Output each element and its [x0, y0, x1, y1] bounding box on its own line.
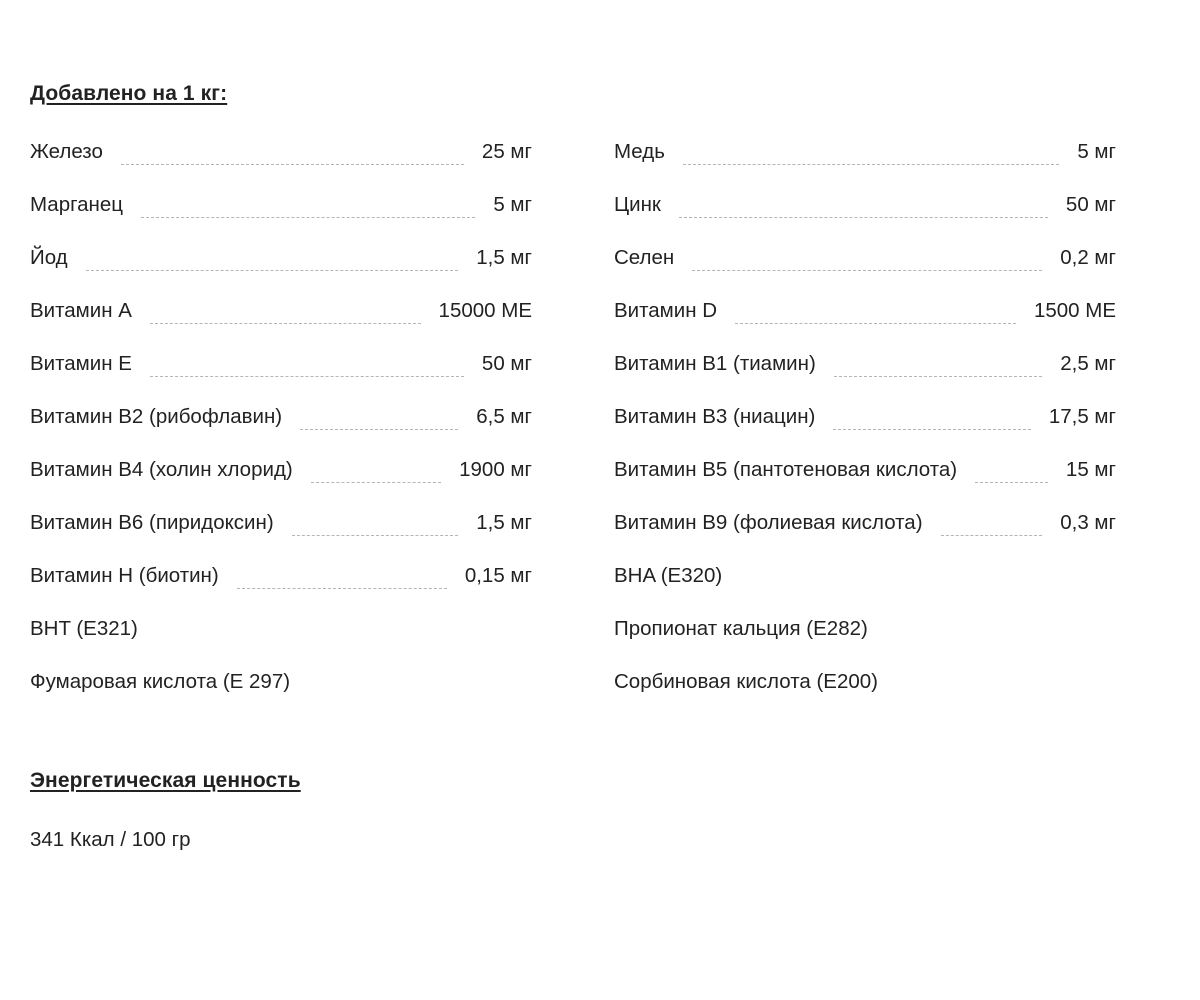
- nutrient-row: [30, 187, 532, 240]
- nutrient-row: [614, 293, 1116, 346]
- nutrient-amount: 5 мг: [493, 193, 532, 216]
- dotted-leader: [292, 535, 459, 536]
- nutrient-amount: 1500 МЕ: [1033, 299, 1116, 322]
- nutrient-name: BHA (E320): [614, 564, 723, 587]
- dotted-leader: [237, 588, 447, 589]
- dotted-leader: [833, 429, 1030, 430]
- nutrient-row: [614, 452, 1116, 505]
- nutrient-row: [30, 399, 532, 452]
- nutrient-name: Витамин D: [614, 299, 718, 322]
- nutrient-row: [30, 346, 532, 399]
- dotted-leader: [150, 376, 464, 377]
- nutrient-row: [30, 664, 532, 717]
- nutrient-name: Цинк: [614, 193, 661, 216]
- nutrient-row: [614, 505, 1116, 558]
- nutrient-amount: 15000 МЕ: [438, 299, 532, 322]
- nutrient-name: Витамин А: [30, 299, 132, 322]
- dotted-leader: [141, 217, 475, 218]
- dotted-leader: [735, 323, 1016, 324]
- nutrient-amount: 50 мг: [1065, 193, 1116, 216]
- nutrient-row: [30, 293, 532, 346]
- nutrient-row: [30, 134, 532, 187]
- nutrient-name: Витамин В5 (пантотеновая кислота): [614, 458, 958, 481]
- nutrient-name: Витамин В6 (пиридоксин): [30, 511, 274, 534]
- dotted-leader: [834, 376, 1042, 377]
- nutrient-row: [614, 346, 1116, 399]
- nutrient-amount: 1,5 мг: [476, 246, 532, 269]
- nutrient-name: Витамин В4 (холин хлорид): [30, 458, 293, 481]
- nutrient-name: Витамин Е: [30, 352, 132, 375]
- nutrient-name: Сорбиновая кислота (Е200): [614, 670, 878, 693]
- nutrient-amount: 6,5 мг: [476, 405, 532, 428]
- dotted-leader: [86, 270, 459, 271]
- nutrient-row: [614, 134, 1116, 187]
- nutrient-name: Витамин В3 (ниацин): [614, 405, 816, 428]
- nutrient-amount: 50 мг: [481, 352, 532, 375]
- nutrient-row: [614, 611, 1116, 664]
- dotted-leader: [300, 429, 458, 430]
- nutrient-amount: 15 мг: [1065, 458, 1116, 481]
- nutrient-name: Витамин Н (биотин): [30, 564, 219, 587]
- nutrient-amount: 0,2 мг: [1060, 246, 1116, 269]
- nutrient-name: Витамин В1 (тиамин): [614, 352, 816, 375]
- nutrient-row: [614, 187, 1116, 240]
- added-per-kg-heading: Добавлено на 1 кг:: [30, 82, 228, 105]
- nutrient-name: Железо: [30, 140, 103, 163]
- nutrient-row: [614, 240, 1116, 293]
- nutrient-row: [614, 558, 1116, 611]
- energy-value-text: 341 Ккал / 100 гр: [30, 828, 191, 851]
- nutrient-amount: 25 мг: [481, 140, 532, 163]
- nutrient-row: [30, 452, 532, 505]
- nutrient-amount: 2,5 мг: [1060, 352, 1116, 375]
- dotted-leader: [975, 482, 1048, 483]
- nutrient-row: [30, 558, 532, 611]
- nutrient-name: Йод: [30, 246, 68, 269]
- nutrient-row: [30, 505, 532, 558]
- nutrient-name: Фумаровая кислота (Е 297): [30, 670, 291, 693]
- nutrient-name: Витамин В2 (рибофлавин): [30, 405, 283, 428]
- nutrient-row: [30, 240, 532, 293]
- nutrient-amount: 1,5 мг: [476, 511, 532, 534]
- nutrient-row: [30, 611, 532, 664]
- nutrient-list: [30, 134, 1116, 717]
- nutrient-name: Витамин В9 (фолиевая кислота): [614, 511, 923, 534]
- nutrient-name: Медь: [614, 140, 665, 163]
- dotted-leader: [941, 535, 1043, 536]
- nutrient-row: [614, 664, 1116, 717]
- nutrient-name: Марганец: [30, 193, 124, 216]
- nutrient-amount: 1900 мг: [459, 458, 532, 481]
- nutrient-amount: 0,15 мг: [464, 564, 532, 587]
- dotted-leader: [679, 217, 1048, 218]
- dotted-leader: [683, 164, 1059, 165]
- nutrient-name: Пропионат кальция (Е282): [614, 617, 868, 640]
- dotted-leader: [692, 270, 1042, 271]
- nutrient-name: Селен: [614, 246, 675, 269]
- dotted-leader: [311, 482, 441, 483]
- nutrient-amount: 5 мг: [1077, 140, 1116, 163]
- energy-value-heading: Энергетическая ценность: [30, 769, 301, 792]
- nutrient-amount: 0,3 мг: [1060, 511, 1116, 534]
- nutrient-name: BHT (E321): [30, 617, 138, 640]
- nutrient-row: [614, 399, 1116, 452]
- dotted-leader: [121, 164, 464, 165]
- dotted-leader: [150, 323, 421, 324]
- nutrient-amount: 17,5 мг: [1048, 405, 1116, 428]
